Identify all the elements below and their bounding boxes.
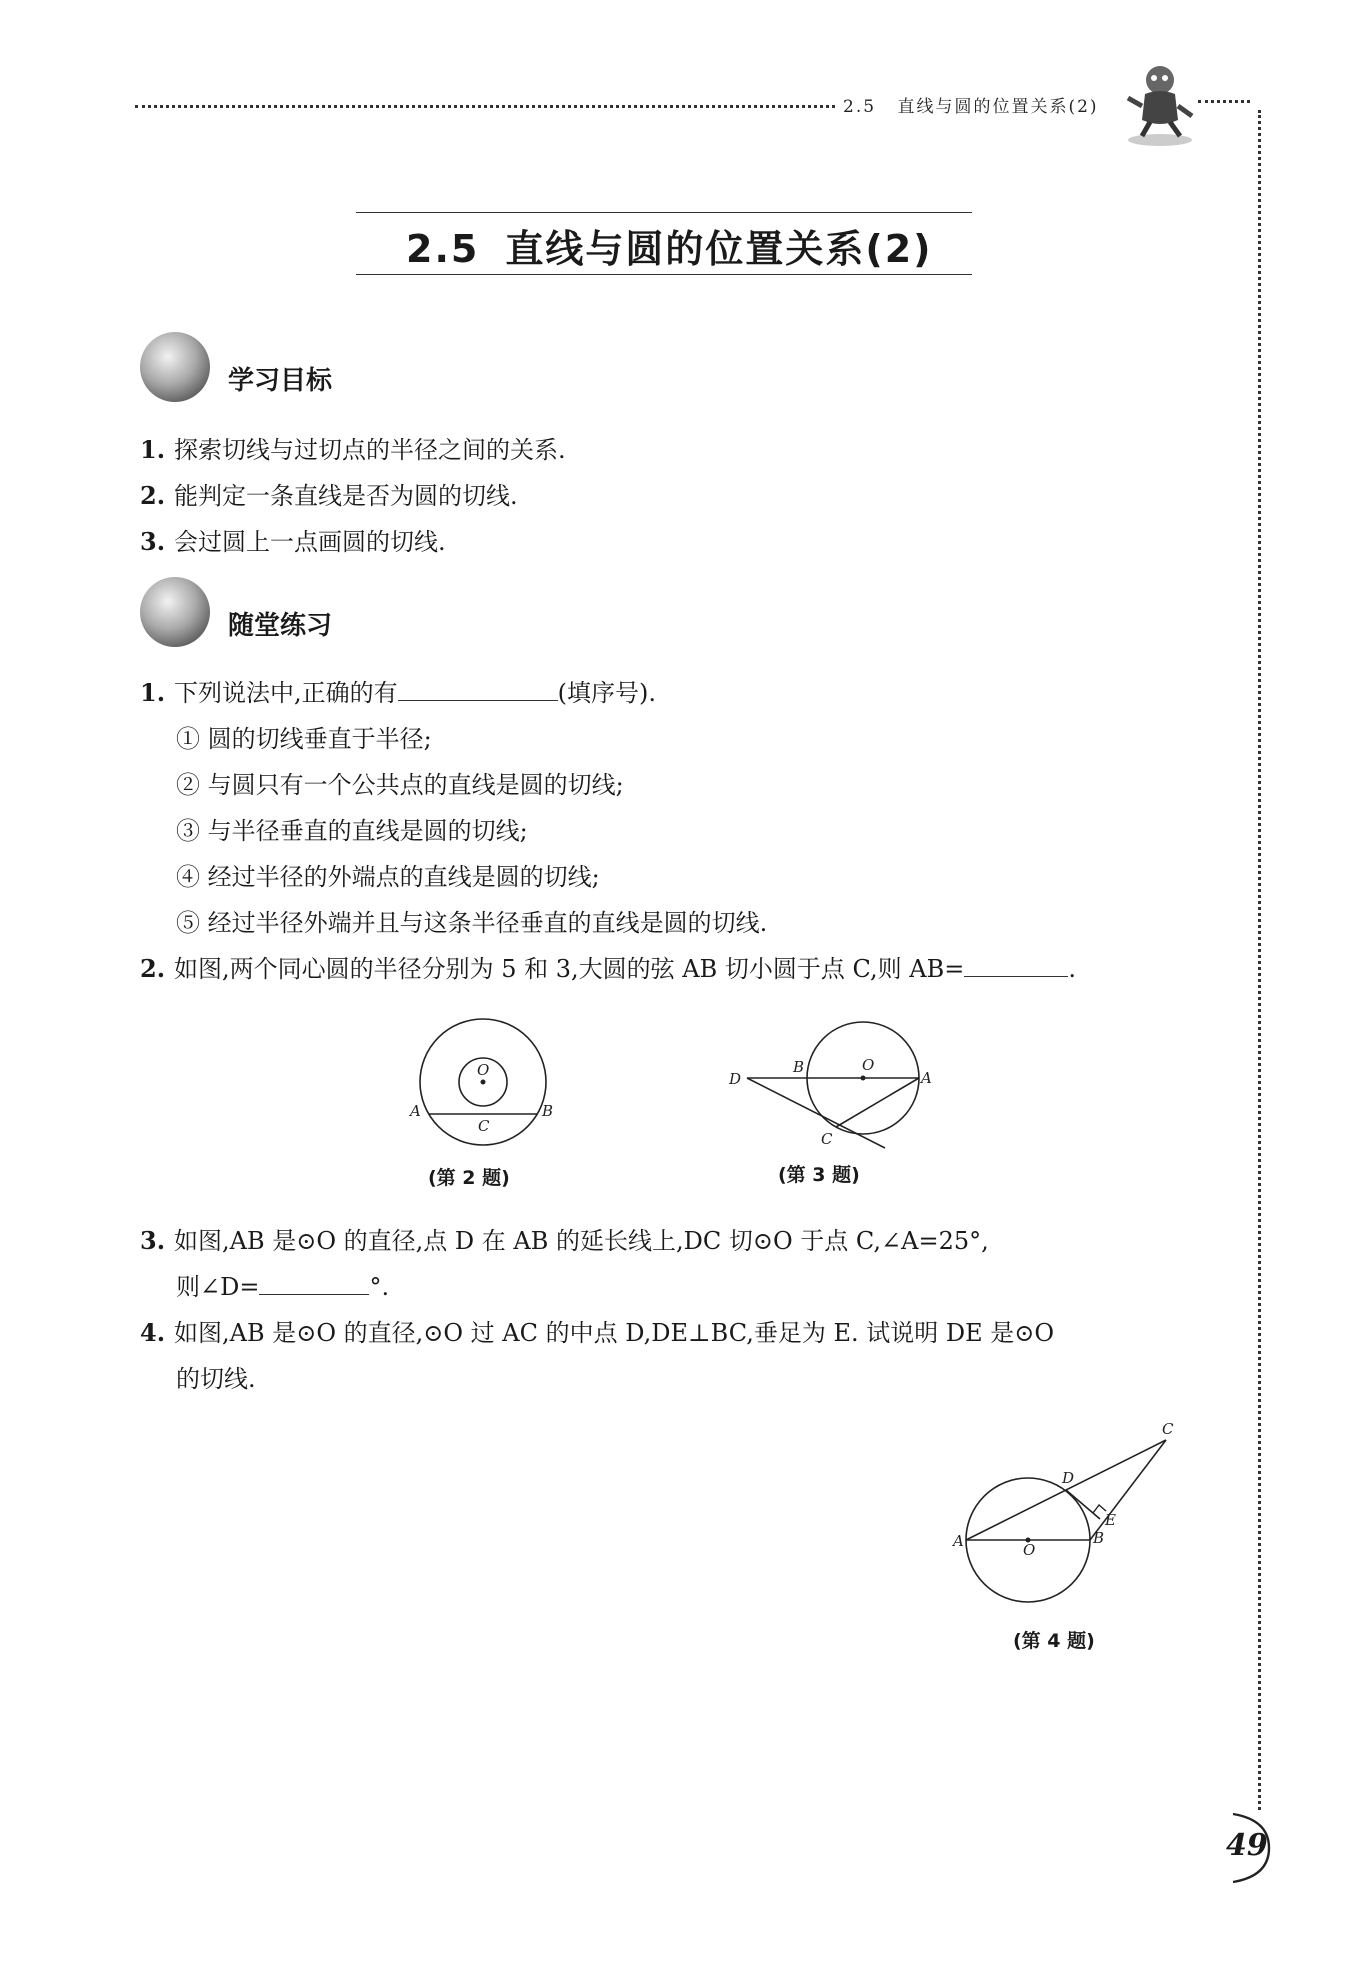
objectives-sphere-icon xyxy=(140,332,210,402)
fig3-label-b: B xyxy=(793,1058,805,1076)
fig2-center-dot xyxy=(481,1080,486,1085)
fig2-label-b: B xyxy=(542,1102,554,1120)
fig3-label-o: O xyxy=(862,1056,875,1074)
margin-dotted-rule xyxy=(1258,110,1261,1810)
fig4-line-de xyxy=(1066,1490,1100,1519)
question-2: 2. 如图,两个同心圆的半径分别为 5 和 3,大圆的弦 AB 切小圆于点 C,则 AB= . xyxy=(140,954,1077,983)
fig4-label-a: A xyxy=(953,1532,964,1550)
question-1: 1. 下列说法中,正确的有 (填序号). xyxy=(140,678,656,707)
fig3-chord-ac xyxy=(836,1078,919,1127)
q1-option: ② 与圆只有一个公共点的直线是圆的切线; xyxy=(176,771,624,799)
fig3-label-d: D xyxy=(729,1070,742,1088)
running-header xyxy=(843,92,1099,117)
q1-option: ⑤ 经过半径外端并且与这条半径垂直的直线是圆的切线. xyxy=(176,909,768,937)
fig3-tangent-dc xyxy=(747,1078,885,1148)
objectives-heading: 学习目标 xyxy=(228,366,333,396)
title-rule-top xyxy=(356,212,972,213)
practice-globe-icon xyxy=(140,577,210,647)
fig4-label-o: O xyxy=(1023,1541,1036,1559)
page-title-text: 直线与圆的位置关系(2) xyxy=(505,227,933,271)
question-4-cont: 的切线. xyxy=(176,1365,256,1393)
question-3: 3. 如图,AB 是⊙O 的直径,点 D 在 AB 的延长线上,DC 切⊙O 于点 C,∠A=25°, xyxy=(140,1226,989,1255)
page-title xyxy=(406,218,933,273)
practice-heading: 随堂练习 xyxy=(228,611,333,641)
fig2-label-c: C xyxy=(478,1117,490,1135)
fig2-label-o: O xyxy=(477,1061,490,1079)
page-title-number: 2.5 xyxy=(406,227,480,271)
objective-item: 3. 会过圆上一点画圆的切线. xyxy=(140,527,446,556)
objective-item: 2. 能判定一条直线是否为圆的切线. xyxy=(140,481,518,510)
fig4-label-e: E xyxy=(1105,1511,1116,1529)
fig3-label-a: A xyxy=(921,1069,932,1087)
answer-blank[interactable] xyxy=(398,676,558,701)
fig4-label-c: C xyxy=(1162,1420,1174,1438)
figure-3-caption: (第 3 题) xyxy=(778,1164,860,1186)
answer-blank[interactable] xyxy=(964,952,1068,977)
figure-2-caption: (第 2 题) xyxy=(428,1167,510,1189)
mascot-icon xyxy=(1120,58,1200,148)
fig3-center-dot xyxy=(861,1076,866,1081)
figure-4-diagram xyxy=(945,1415,1185,1610)
q1-option: ① 圆的切线垂直于半径; xyxy=(176,725,432,753)
page-number: 49 xyxy=(1226,1828,1268,1863)
figure-2-diagram xyxy=(400,1010,580,1160)
running-header-title: 直线与圆的位置关系(2) xyxy=(897,97,1099,117)
objective-item: 1. 探索切线与过切点的半径之间的关系. xyxy=(140,435,566,464)
header-dotted-rule xyxy=(135,105,835,108)
question-3-cont: 则∠D= °. xyxy=(176,1267,389,1302)
question-4: 4. 如图,AB 是⊙O 的直径,⊙O 过 AC 的中点 D,DE⊥BC,垂足为 E. 试说明 DE 是⊙O xyxy=(140,1318,1055,1347)
fig3-label-c: C xyxy=(821,1130,833,1148)
fig4-label-d: D xyxy=(1062,1469,1075,1487)
fig4-line-bc xyxy=(1090,1440,1166,1540)
figure-3-diagram xyxy=(725,1010,945,1160)
title-rule-bottom xyxy=(356,274,972,275)
running-header-section: 2.5 xyxy=(843,97,877,117)
figure-4-caption: (第 4 题) xyxy=(1013,1630,1095,1652)
q1-option: ③ 与半径垂直的直线是圆的切线; xyxy=(176,817,528,845)
q1-option: ④ 经过半径的外端点的直线是圆的切线; xyxy=(176,863,600,891)
fig4-label-b: B xyxy=(1093,1529,1105,1547)
fig2-label-a: A xyxy=(410,1102,421,1120)
header-dotted-rule-right xyxy=(1198,100,1250,103)
answer-blank[interactable] xyxy=(259,1270,369,1295)
